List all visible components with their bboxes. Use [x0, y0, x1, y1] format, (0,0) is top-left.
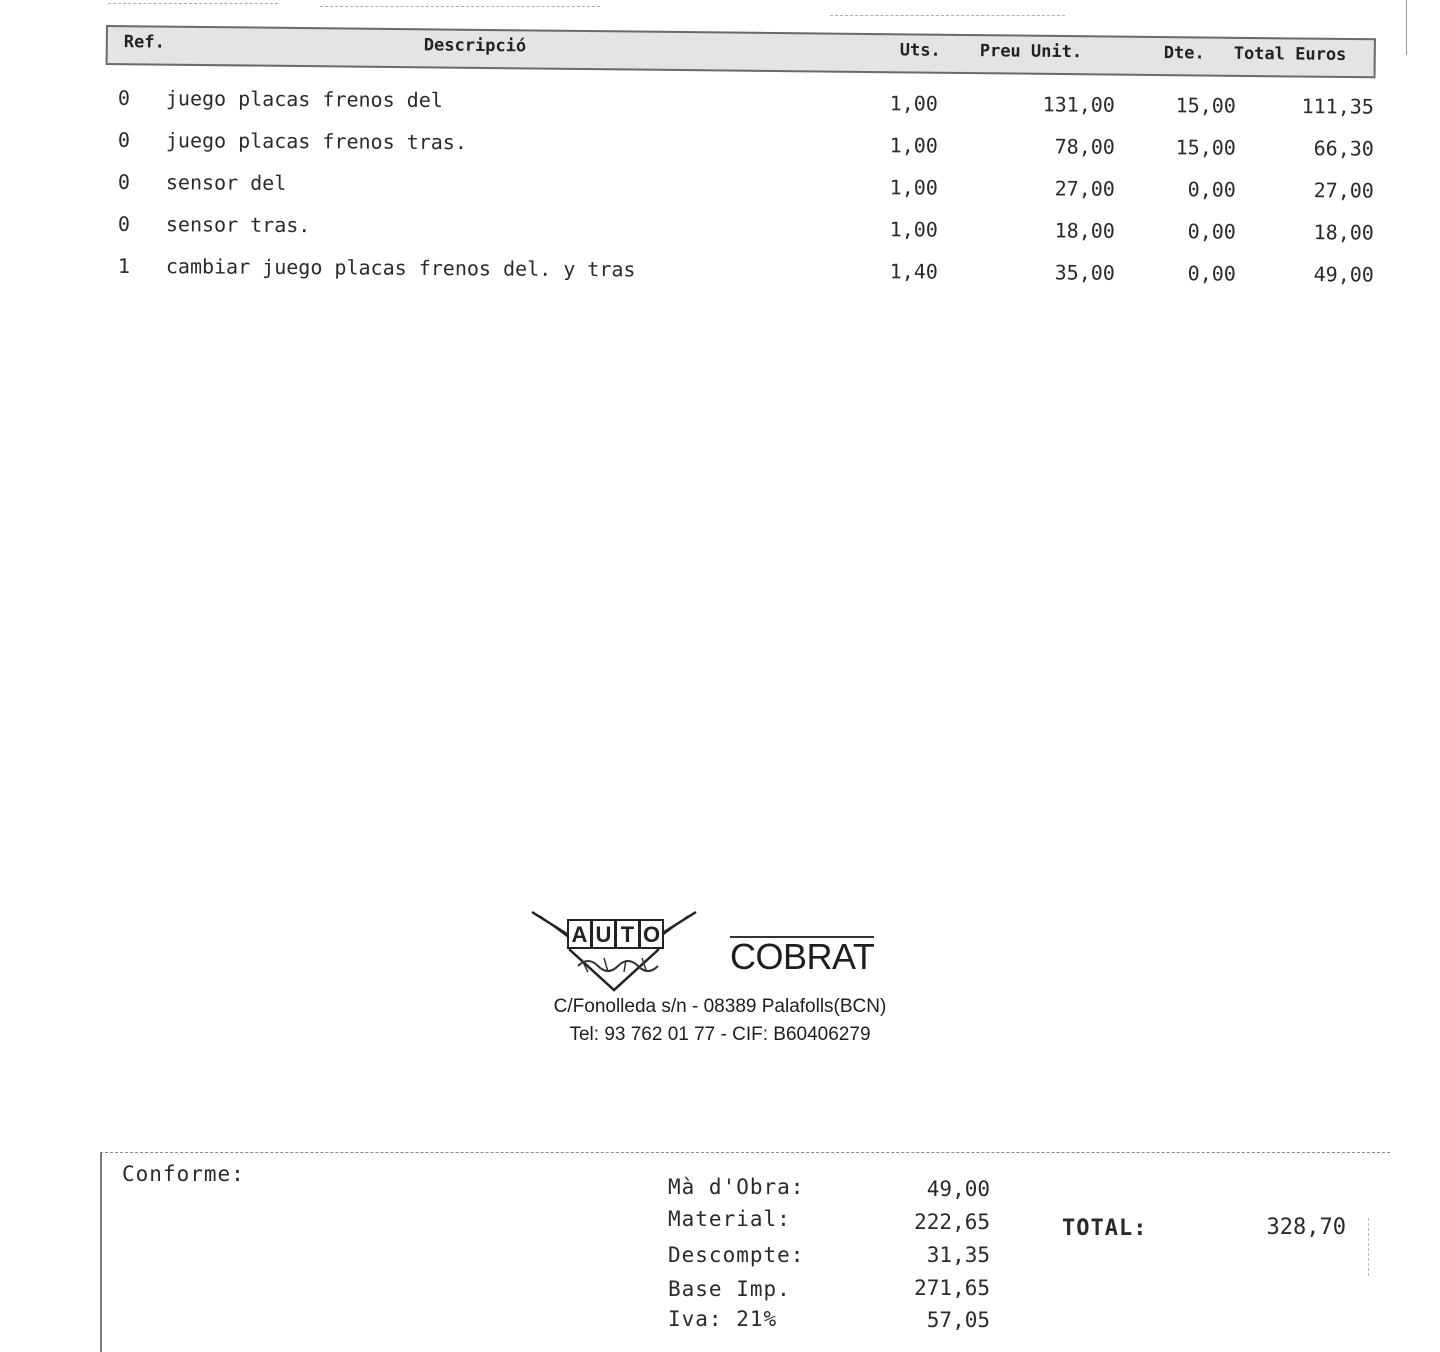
item-ref: 0	[117, 85, 131, 110]
item-unit-price: 35,00	[1054, 260, 1115, 285]
item-discount: 15,00	[1175, 135, 1236, 160]
labour-label: Mà d'Obra:	[668, 1175, 805, 1199]
item-uts: 1,00	[889, 133, 938, 158]
item-description: cambiar juego placas frenos del. y tras	[165, 254, 636, 282]
discount-value: 31,35	[926, 1243, 990, 1267]
item-discount: 15,00	[1175, 93, 1236, 118]
column-header-bar	[106, 25, 1376, 78]
item-uts: 1,00	[889, 91, 938, 116]
table-row	[0, 252, 1440, 292]
table-row	[0, 168, 1440, 208]
item-description: sensor del	[165, 170, 287, 195]
company-address: C/Fonolleda s/n - 08389 Palafolls(BCN)	[553, 996, 887, 1017]
item-uts: 1,40	[889, 259, 938, 284]
item-total: 18,00	[1313, 220, 1374, 245]
item-uts: 1,00	[889, 217, 938, 242]
base-label: Base Imp.	[668, 1277, 791, 1301]
item-ref: 0	[117, 127, 131, 152]
item-total: 111,35	[1301, 94, 1374, 119]
item-unit-price: 78,00	[1054, 134, 1115, 159]
item-total: 49,00	[1313, 262, 1374, 287]
top-rule-mid	[320, 6, 600, 7]
company-contact: Tel: 93 762 01 77 - CIF: B60406279	[569, 1024, 871, 1045]
material-value: 222,65	[914, 1210, 990, 1234]
item-description: sensor tras.	[165, 212, 311, 238]
header-dte: Dte.	[1163, 43, 1205, 64]
total-label: TOTAL:	[1062, 1216, 1148, 1241]
header-uts: Uts.	[899, 40, 941, 61]
material-label: Material:	[668, 1207, 791, 1231]
top-rule-left	[108, 3, 278, 4]
cobrat-stamp: COBRAT	[730, 936, 875, 977]
header-ref: Ref.	[123, 32, 165, 53]
item-ref: 1	[117, 253, 131, 278]
table-row	[0, 84, 1440, 124]
item-ref: 0	[117, 211, 131, 236]
vat-value: 57,05	[926, 1308, 990, 1332]
item-description: juego placas frenos tras.	[165, 128, 468, 155]
item-unit-price: 18,00	[1054, 218, 1115, 243]
total-edge-mark	[1368, 1218, 1369, 1276]
labour-value: 49,00	[926, 1177, 990, 1201]
auto-logo	[530, 910, 698, 994]
vat-label: Iva: 21%	[668, 1307, 778, 1331]
top-rule-right	[830, 15, 1065, 16]
logo-letter: O	[642, 922, 661, 947]
logo-letter: A	[571, 922, 588, 947]
header-preu-unit: Preu Unit.	[979, 41, 1083, 63]
table-row	[0, 210, 1440, 250]
conforme-label: Conforme:	[122, 1162, 245, 1186]
item-ref: 0	[117, 169, 131, 194]
item-total: 66,30	[1313, 136, 1374, 161]
item-unit-price: 27,00	[1054, 176, 1115, 201]
table-row	[0, 126, 1440, 166]
item-discount: 0,00	[1187, 261, 1236, 286]
item-total: 27,00	[1313, 178, 1374, 203]
item-description: juego placas frenos del	[165, 86, 443, 113]
base-value: 271,65	[914, 1276, 990, 1300]
total-value: 328,70	[1266, 1215, 1346, 1240]
discount-label: Descompte:	[668, 1243, 805, 1267]
item-discount: 0,00	[1187, 219, 1236, 244]
page-edge	[1406, 0, 1407, 55]
item-uts: 1,00	[889, 175, 938, 200]
item-unit-price: 131,00	[1042, 92, 1115, 117]
item-discount: 0,00	[1187, 177, 1236, 202]
header-total-euros: Total Euros	[1233, 43, 1347, 65]
logo-letter: U	[595, 922, 612, 947]
header-descripcio: Descripció	[423, 35, 527, 57]
logo-letter: T	[620, 922, 635, 947]
